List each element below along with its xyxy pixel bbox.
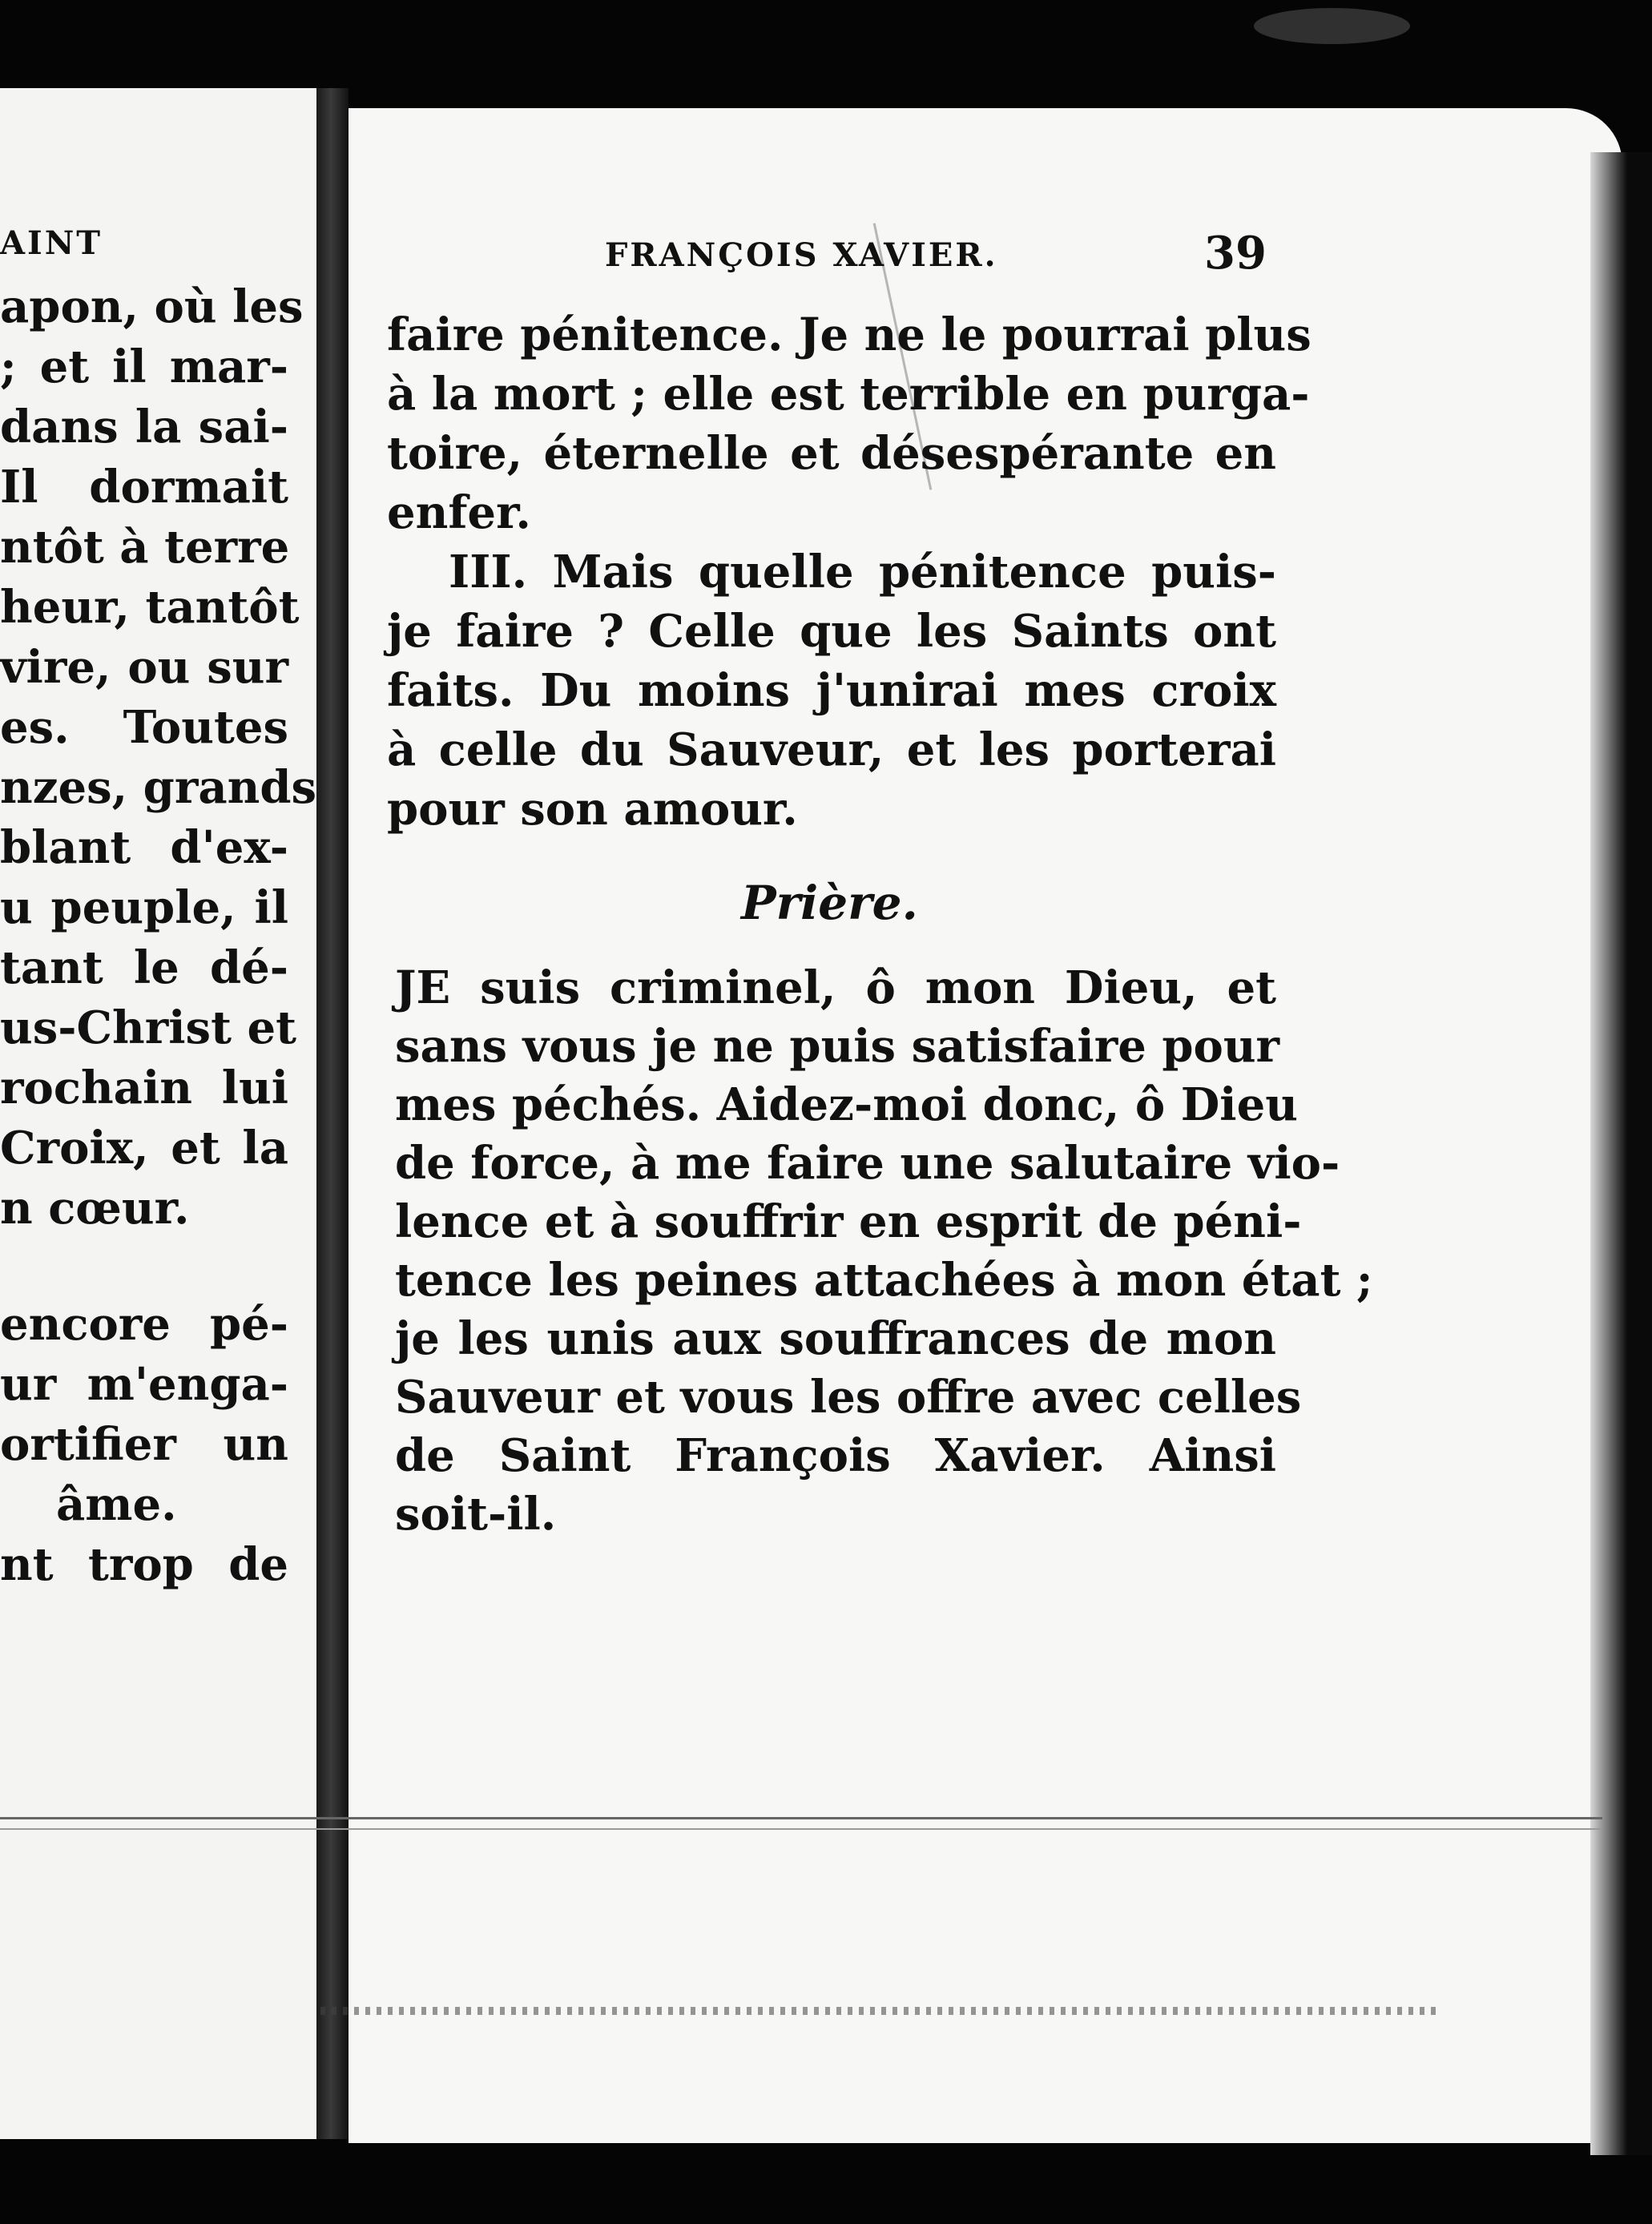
- text-line: heur, tantôt: [0, 581, 300, 634]
- text-line: ; et il mar-: [0, 340, 288, 393]
- text-line: pour son amour.: [387, 783, 798, 836]
- text-line: de force, à me faire une salutaire vio-: [395, 1137, 1340, 1190]
- text-line: III. Mais quelle pénitence puis-: [449, 546, 1276, 598]
- text-line: je les unis aux souffrances de mon: [395, 1312, 1276, 1365]
- text-line: toire, éternelle et désespérante en: [387, 427, 1276, 480]
- text-line: ntôt à terre: [0, 521, 290, 574]
- text-line: Croix, et la: [0, 1122, 288, 1174]
- text-line: tence les peines attachées à mon état ;: [395, 1254, 1373, 1307]
- text-line: rochain lui: [0, 1062, 288, 1114]
- running-head: FRANÇOIS XAVIER.: [605, 236, 998, 274]
- scan-border: [0, 2155, 1652, 2224]
- text-line: nzes, grands: [0, 761, 316, 814]
- text-line: Il dormait: [0, 461, 288, 514]
- text-line: tant le dé-: [0, 941, 288, 994]
- text-line: ortifier un: [0, 1418, 288, 1471]
- text-line: us-Christ et: [0, 1001, 296, 1054]
- text-line: ur m'enga-: [0, 1358, 288, 1411]
- text-line: blant d'ex-: [0, 821, 288, 874]
- text-line: JE suis criminel, ô mon Dieu, et: [395, 961, 1276, 1014]
- left-running-head: AINT: [0, 224, 103, 262]
- text-line: u peuple, il: [0, 881, 288, 934]
- page-number: 39: [1204, 227, 1267, 280]
- text-line: je faire ? Celle que les Saints ont: [387, 605, 1276, 658]
- text-line: dans la sai-: [0, 401, 288, 453]
- text-line: n cœur.: [0, 1182, 190, 1235]
- text-line: âme.: [56, 1478, 177, 1531]
- text-line: faire pénitence. Je ne le pourrai plus: [387, 308, 1312, 361]
- left-page: [0, 88, 316, 2139]
- text-line: à la mort ; elle est terrible en purga-: [387, 368, 1310, 421]
- text-line: Sauveur et vous les offre avec celles: [395, 1371, 1302, 1424]
- page-edge-shadow: [1590, 152, 1652, 2155]
- text-line: soit-il.: [395, 1488, 557, 1541]
- text-line: lence et à souffrir en esprit de péni-: [395, 1195, 1302, 1248]
- scan-dot-strip: [320, 2007, 1442, 2015]
- text-line: faits. Du moins j'unirai mes croix: [387, 664, 1276, 717]
- text-line: nt trop de: [0, 1538, 288, 1591]
- text-line: à celle du Sauveur, et les porterai: [387, 723, 1276, 776]
- text-line: sans vous je ne puis satisfaire pour: [395, 1020, 1280, 1073]
- prayer-heading: Prière.: [741, 876, 918, 930]
- text-line: mes péchés. Aidez-moi donc, ô Dieu: [395, 1078, 1298, 1131]
- text-line: vire, ou sur: [0, 641, 288, 694]
- right-page: [349, 108, 1622, 2143]
- scan-rule-line: [0, 1817, 1602, 1819]
- text-line: apon, où les: [0, 280, 304, 333]
- scan-smudge: [1254, 8, 1410, 44]
- text-line: encore pé-: [0, 1298, 288, 1351]
- book-gutter: [316, 88, 349, 2139]
- text-line: de Saint François Xavier. Ainsi: [395, 1429, 1276, 1482]
- scan-rule-line: [0, 1828, 1602, 1830]
- text-line: enfer.: [387, 486, 531, 539]
- text-line: es. Toutes: [0, 701, 288, 754]
